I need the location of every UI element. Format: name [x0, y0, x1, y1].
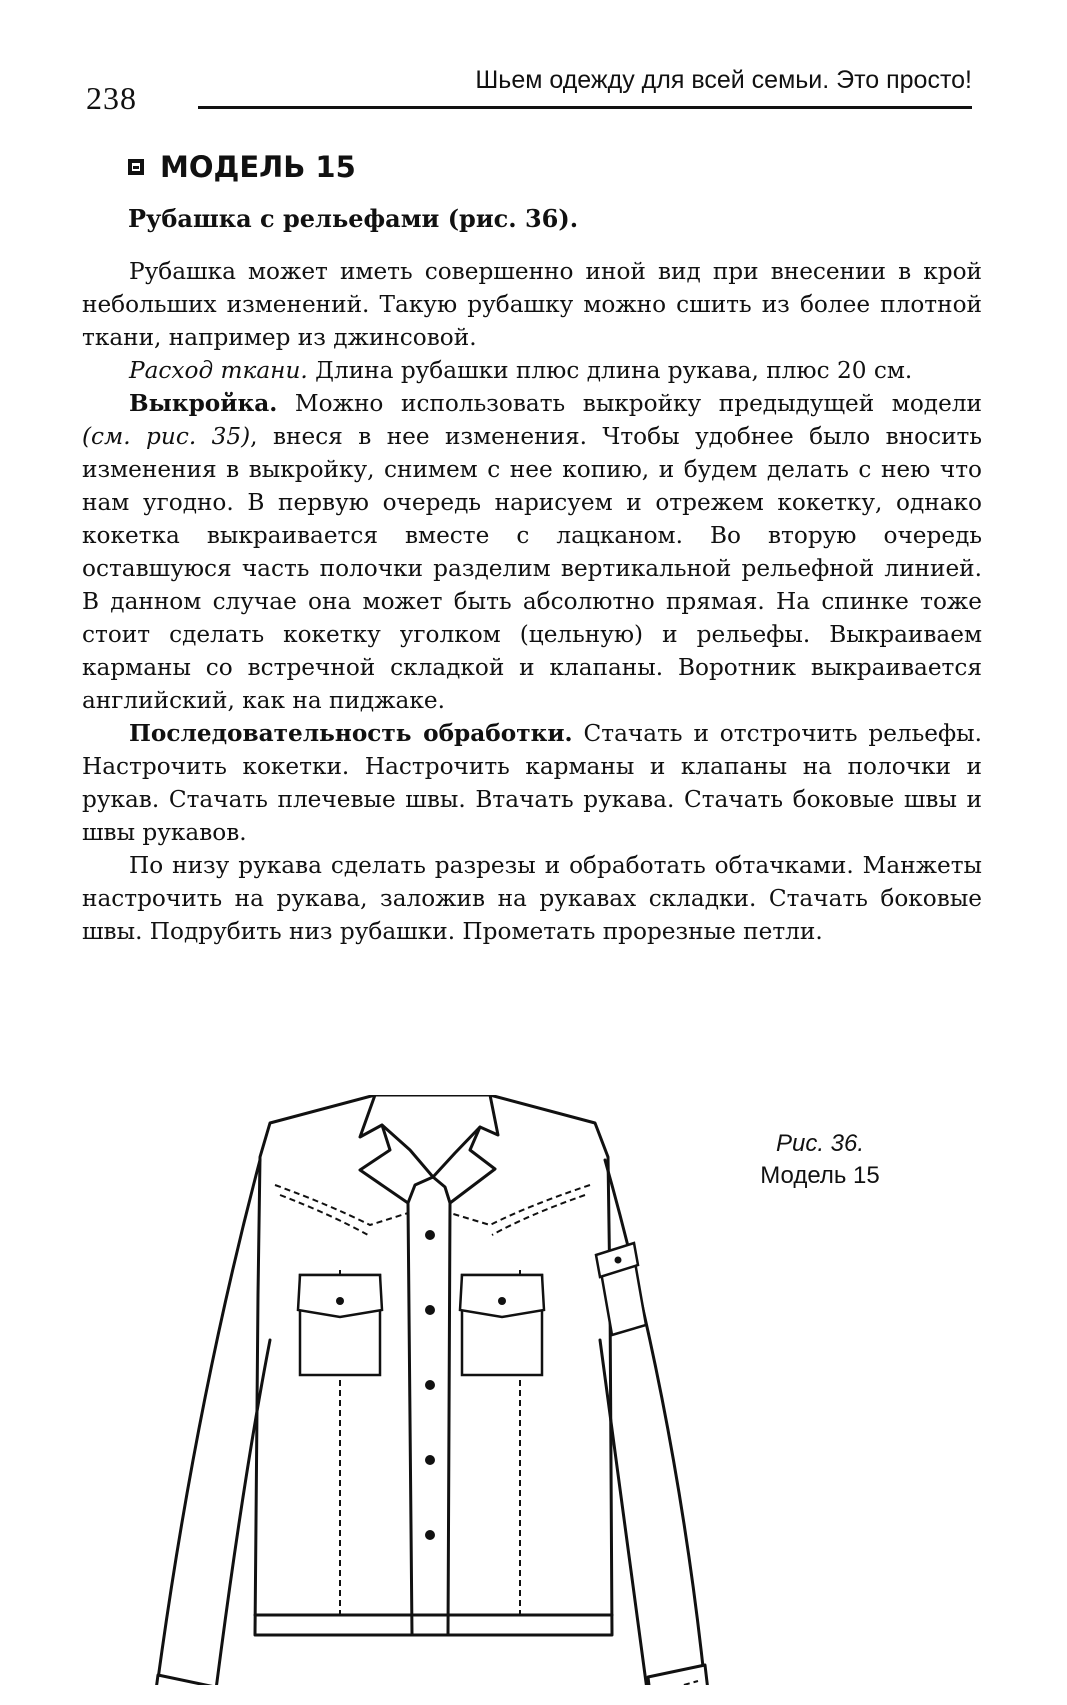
paragraph-sequence: [82, 717, 982, 849]
pattern-text-a: Можно использовать выкройку предыдущей модели: [277, 390, 982, 417]
page-number: 238: [86, 80, 137, 116]
paragraph-pattern: [82, 387, 982, 717]
figure-caption: [720, 1128, 920, 1192]
fabric-lead: Расход ткани.: [129, 357, 308, 384]
pattern-lead: Выкройка.: [129, 390, 278, 417]
paragraph-intro: Рубашка может иметь совершенно иной вид при внесении в крой небольших изменений. Такую рубашку можно сшить из более плотной ткани, например из джинсовой.: [82, 258, 982, 351]
fabric-text: Длина рубашки плюс длина рукава, плюс 20 см.: [307, 357, 913, 384]
figure-number: Рис. 36.: [775, 1130, 865, 1157]
shirt-illustration-icon: [150, 1095, 750, 1685]
model-heading-text: МОДЕЛЬ 15: [160, 150, 356, 184]
square-bullet-icon: [128, 159, 144, 175]
sequence-lead: Последовательность обработки.: [129, 720, 573, 747]
running-title: Шьем одежду для всей семьи. Это просто!: [475, 66, 972, 94]
figure-title: Модель 15: [760, 1162, 880, 1189]
pattern-text-b: , внеся в нее изменения. Чтобы удобнее было вносить изменения в выкройку, снимем с нее копию, и будем делать с нею что нам угодно. В первую очередь нарисуем и отрежем кокетку, однако кокетка выкраивается вместе с лацканом. Во вторую очередь оставшуюся часть полочки разделим вертикальной рельефной линией. В данном случае она может быть абсолютно прямая. На спинке тоже стоит сделать кокетку уголком (цельную) и рельефы. Выкраиваем карманы со встречной складкой и клапаны. Воротник выкраивается английский, как на пиджаке.: [82, 423, 982, 714]
sequence-text: Стачать и отстрочить рельефы. Настрочить кокетки. Настрочить карманы и клапаны на полочки и рукав. Стачать плечевые швы. Втачать рукава. Стачать боковые швы и швы рукавов.: [82, 720, 982, 846]
model-subtitle: Рубашка с рельефами (рис. 36).: [128, 204, 579, 233]
body-text: [82, 255, 982, 948]
pattern-figure-ref: (см. рис. 35): [82, 423, 251, 450]
paragraph-finishing: По низу рукава сделать разрезы и обработать обтачками. Манжеты настрочить на рукава, заложив на рукавах складки. Стачать боковые швы. Подрубить низ рубашки. Прометать прорезные петли.: [82, 852, 982, 945]
model-heading: [128, 150, 356, 184]
header-rule: [198, 106, 972, 109]
paragraph-fabric: [82, 354, 982, 387]
